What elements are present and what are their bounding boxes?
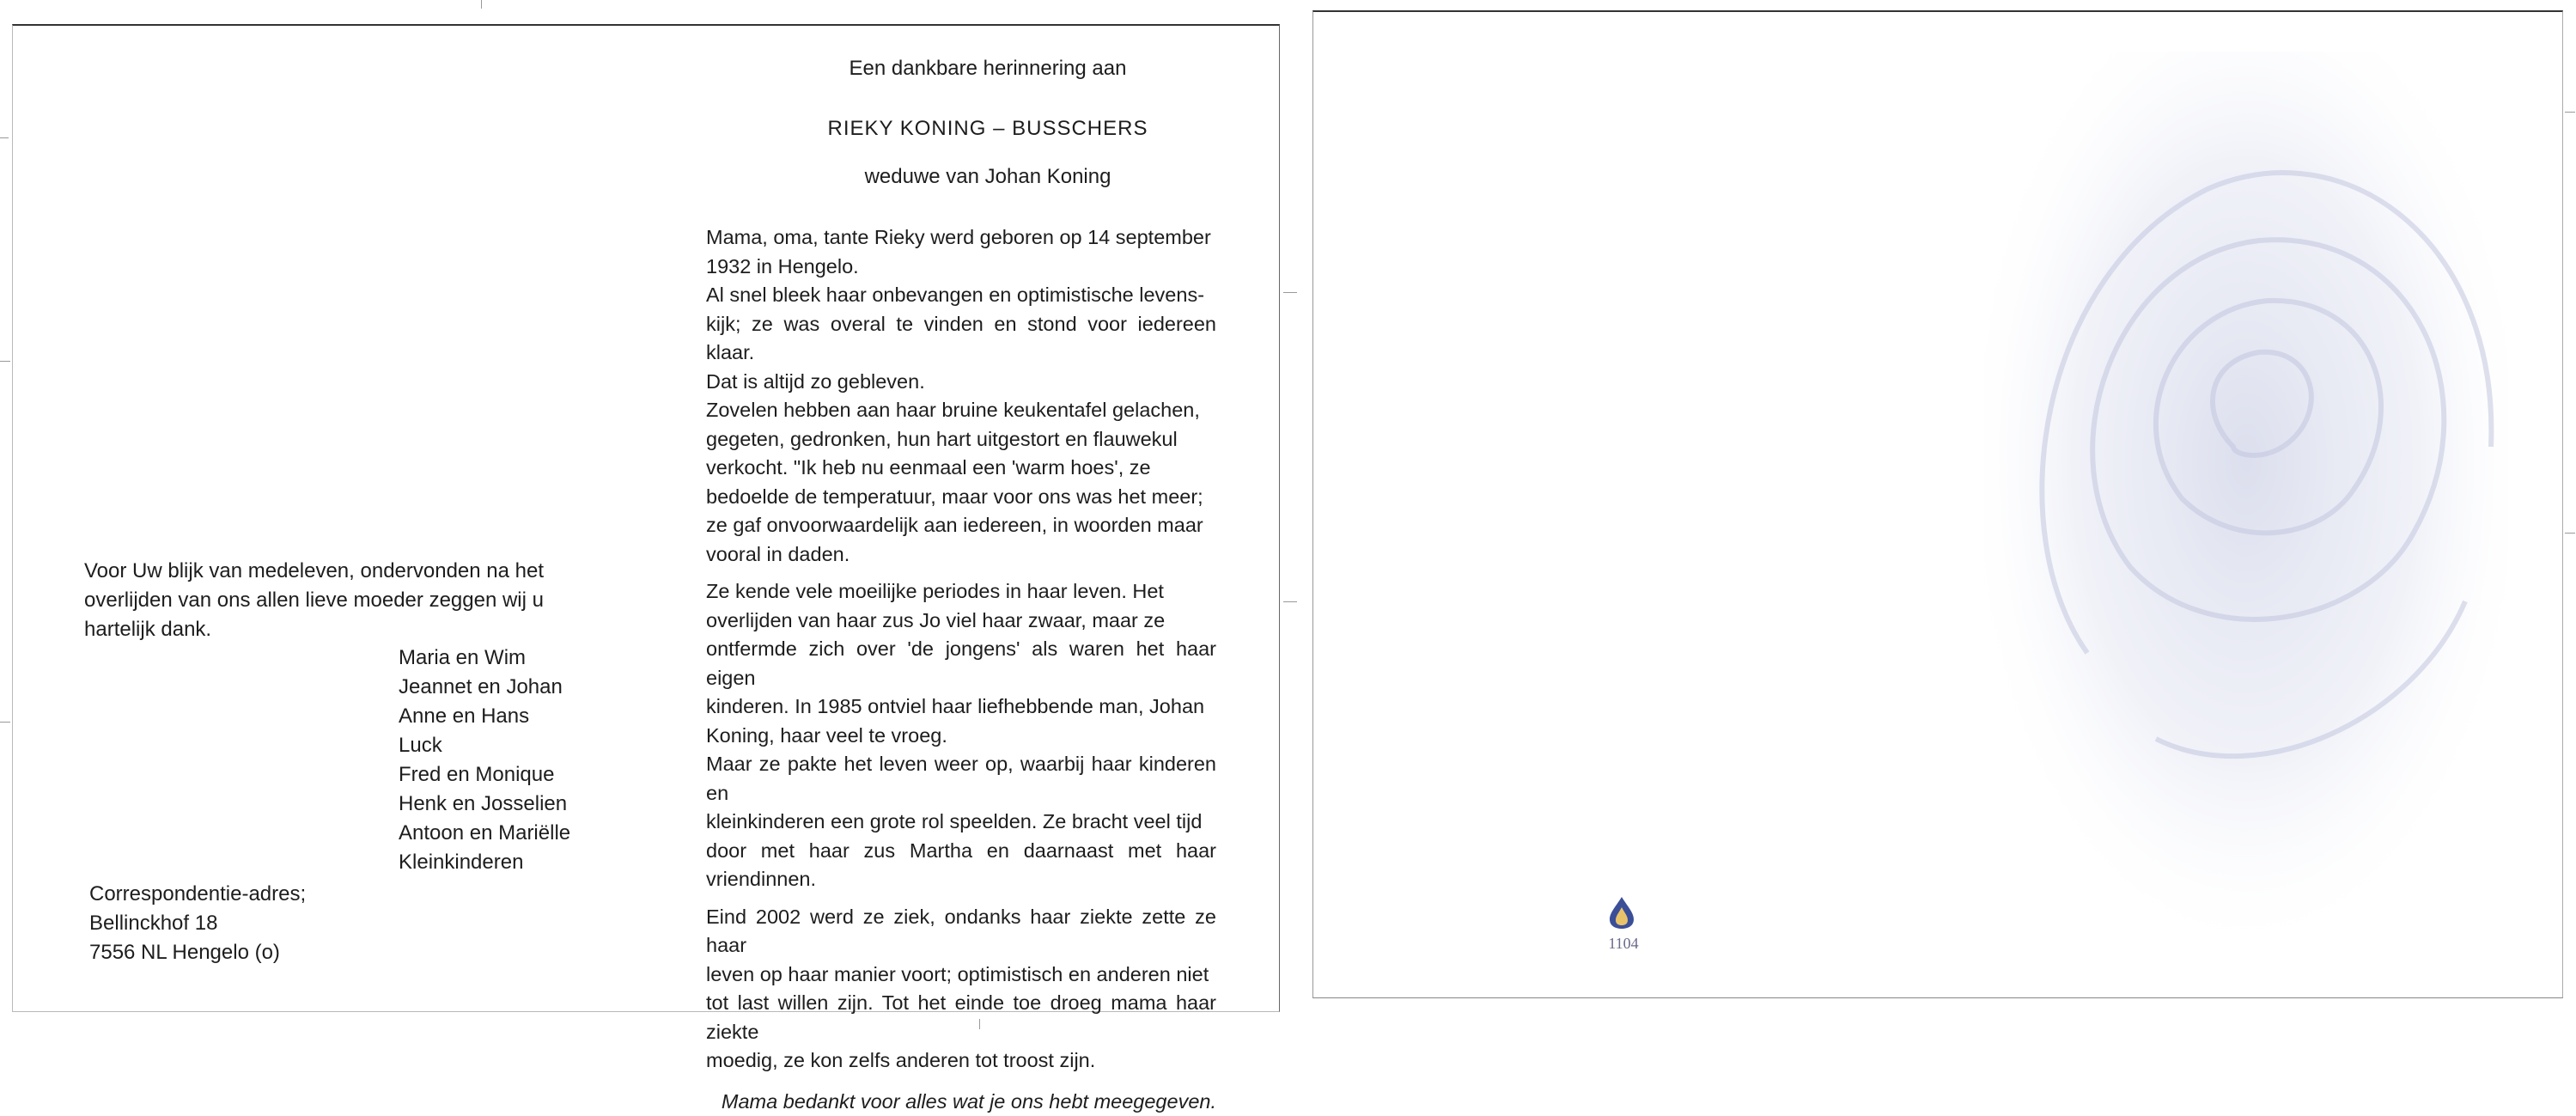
address-line: Bellinckhof 18 xyxy=(89,909,306,938)
scan-mark xyxy=(481,0,482,9)
text-line: Maar ze pakte het leven weer op, waarbij haar kinderen en xyxy=(706,750,1216,808)
family-member: Kleinkinderen xyxy=(399,848,570,877)
obituary-text xyxy=(706,223,1216,1116)
text-line: ze gaf onvoorwaardelijk aan iedereen, in woorden maar xyxy=(706,511,1216,540)
scan-mark xyxy=(0,722,10,723)
text-line: Eind 2002 werd ze ziek, ondanks haar ziekte zette ze haar xyxy=(706,903,1216,960)
text-line: door met haar zus Martha en daarnaast met haar vriendinnen. xyxy=(706,837,1216,894)
text-line: kinderen. In 1985 ontviel haar liefhebbende man, Johan xyxy=(706,692,1216,722)
printer-code: 1104 xyxy=(1598,935,1649,953)
text-line: hartelijk dank. xyxy=(84,615,588,644)
text-line: ontfermde zich over 'de jongens' als waren het haar eigen xyxy=(706,635,1216,692)
scan-mark xyxy=(0,137,9,138)
family-member: Anne en Hans xyxy=(399,702,570,731)
deceased-subtitle: weduwe van Johan Koning xyxy=(704,165,1271,189)
card-heading: Een dankbare herinnering aan xyxy=(704,57,1271,81)
family-member: Luck xyxy=(399,731,570,760)
text-line: leven op haar manier voort; optimistisch en anderen niet xyxy=(706,960,1216,990)
obituary-paragraph xyxy=(706,750,1216,894)
obituary-paragraph xyxy=(706,281,1216,396)
flame-drop-icon xyxy=(1608,895,1635,934)
text-line: 1932 in Hengelo. xyxy=(706,253,1216,282)
text-line: vooral in daden. xyxy=(706,540,1216,570)
address-line: Correspondentie-adres; xyxy=(89,880,306,909)
scan-mark xyxy=(2565,533,2575,534)
text-line: tot last willen zijn. Tot het einde toe droeg mama haar ziekte xyxy=(706,989,1216,1046)
text-line: bedoelde de temperatuur, maar voor ons was het meer; xyxy=(706,483,1216,512)
address-line: 7556 NL Hengelo (o) xyxy=(89,938,306,967)
text-line: verkocht. "Ik heb nu eenmaal een 'warm hoes', ze xyxy=(706,454,1216,483)
text-line: Al snel bleek haar onbevangen en optimistische levens- xyxy=(706,281,1216,310)
text-line: kleinkinderen een grote rol speelden. Ze bracht veel tijd xyxy=(706,808,1216,837)
family-member: Fred en Monique xyxy=(399,760,570,790)
text-line: gegeten, gedronken, hun hart uitgestort en flauwekul xyxy=(706,425,1216,454)
correspondence-address xyxy=(89,880,306,967)
family-member: Henk en Josselien xyxy=(399,790,570,819)
text-line: moedig, ze kon zelfs anderen tot troost zijn. xyxy=(706,1046,1216,1076)
text-line: Dat is altijd zo gebleven. xyxy=(706,368,1216,397)
scan-mark xyxy=(0,361,10,362)
text-line: overlijden van ons allen lieve moeder zeggen wij u xyxy=(84,586,588,615)
scan-mark xyxy=(1283,601,1297,602)
text-line: Mama, oma, tante Rieky werd geboren op 14 september xyxy=(706,223,1216,253)
family-member: Maria en Wim xyxy=(399,643,570,673)
deceased-name: RIEKY KONING – BUSSCHERS xyxy=(704,117,1271,141)
family-list xyxy=(399,643,570,877)
text-line: kijk; ze was overal te vinden en stond voor iedereen klaar. xyxy=(706,310,1216,368)
closing-line: Mama bedankt voor alles wat je ons hebt meegegeven. xyxy=(706,1088,1216,1116)
text-line: Voor Uw blijk van medeleven, ondervonden na het xyxy=(84,557,588,586)
text-line: Ze kende vele moeilijke periodes in haar leven. Het xyxy=(706,577,1216,607)
obituary-paragraph xyxy=(706,223,1216,281)
obituary-paragraph xyxy=(706,903,1216,1076)
thanks-text xyxy=(84,557,588,644)
text-line: Koning, haar veel te vroeg. xyxy=(706,722,1216,751)
text-line: Zovelen hebben aan haar bruine keukentafel gelachen, xyxy=(706,396,1216,425)
family-member: Antoon en Mariëlle xyxy=(399,819,570,848)
obituary-paragraph xyxy=(706,577,1216,750)
text-line: overlijden van haar zus Jo viel haar zwaar, maar ze xyxy=(706,607,1216,636)
scan-mark xyxy=(2565,112,2575,113)
rose-watermark-icon xyxy=(1984,52,2508,962)
scan-mark xyxy=(1283,292,1297,293)
family-member: Jeannet en Johan xyxy=(399,673,570,702)
obituary-paragraph xyxy=(706,396,1216,569)
